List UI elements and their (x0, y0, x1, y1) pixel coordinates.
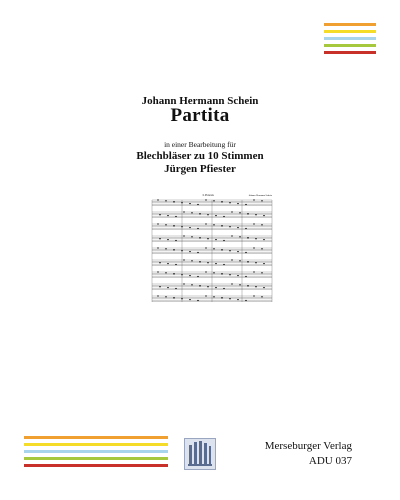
color-stripes-top (324, 23, 376, 58)
note-head (197, 228, 199, 229)
note-head (223, 240, 225, 241)
note-head (191, 236, 193, 237)
note-head (255, 214, 257, 215)
note-head (175, 264, 177, 265)
publisher-name: Merseburger Verlag (264, 440, 352, 452)
note-head (261, 248, 263, 249)
stripe-orange (24, 436, 168, 439)
note-head (207, 214, 209, 215)
note-head (245, 300, 247, 301)
publisher-block (265, 439, 352, 469)
work-title: Partita (170, 105, 230, 126)
note-head (167, 215, 169, 216)
note-head (191, 284, 193, 285)
note-head (247, 237, 249, 238)
note-head (221, 249, 223, 250)
note-head (199, 213, 201, 214)
note-head (263, 263, 265, 264)
arrangement-subtitle: in einer Bearbeitung für (164, 140, 236, 149)
note-head (167, 263, 169, 264)
note-head (183, 235, 185, 236)
note-head (231, 235, 233, 236)
score-composer-credit: Johann Hermann Schein (248, 194, 272, 197)
note-head (231, 283, 233, 284)
note-head (205, 247, 207, 248)
note-head (213, 248, 215, 249)
note-head (245, 252, 247, 253)
stripe-yellow (24, 443, 168, 446)
note-head (157, 223, 159, 224)
note-head (207, 238, 209, 239)
note-head (165, 272, 167, 273)
note-head (245, 276, 247, 277)
catalog-number: ADU 037 (308, 455, 352, 467)
note-head (263, 215, 265, 216)
note-head (199, 237, 201, 238)
note-head (207, 286, 209, 287)
note-head (245, 228, 247, 229)
note-head (261, 272, 263, 273)
note-head (175, 240, 177, 241)
stripe-blue (24, 450, 168, 453)
stripe-red (324, 51, 376, 54)
note-head (239, 260, 241, 261)
note-head (157, 295, 159, 296)
note-head (183, 259, 185, 260)
arranger-name: Jürgen Pfiester (164, 163, 236, 175)
note-head (239, 212, 241, 213)
note-head (253, 199, 255, 200)
note-head (157, 247, 159, 248)
note-head (221, 201, 223, 202)
note-head (199, 285, 201, 286)
note-head (253, 295, 255, 296)
note-head (159, 238, 161, 239)
note-head (263, 239, 265, 240)
note-head (213, 296, 215, 297)
note-head (189, 203, 191, 204)
note-head (231, 259, 233, 260)
note-head (253, 247, 255, 248)
note-head (199, 261, 201, 262)
note-head (191, 260, 193, 261)
note-head (239, 284, 241, 285)
note-head (213, 200, 215, 201)
note-head (229, 202, 231, 203)
note-head (213, 224, 215, 225)
note-head (215, 215, 217, 216)
note-head (183, 211, 185, 212)
note-head (173, 297, 175, 298)
note-head (261, 200, 263, 201)
note-head (197, 204, 199, 205)
note-head (221, 297, 223, 298)
stripe-blue (324, 37, 376, 40)
stripe-green (324, 44, 376, 47)
note-head (247, 213, 249, 214)
note-head (223, 288, 225, 289)
score-staves (152, 199, 272, 302)
stripe-green (24, 457, 168, 460)
note-head (165, 224, 167, 225)
note-head (253, 223, 255, 224)
score-movement-heading: I. Pavan (202, 193, 214, 197)
note-head (221, 225, 223, 226)
note-head (261, 296, 263, 297)
note-head (173, 225, 175, 226)
note-head (173, 273, 175, 274)
note-head (253, 271, 255, 272)
note-head (159, 214, 161, 215)
note-head (205, 223, 207, 224)
note-head (237, 203, 239, 204)
note-head (167, 287, 169, 288)
note-head (189, 299, 191, 300)
note-head (215, 263, 217, 264)
note-head (237, 251, 239, 252)
ensemble-line: Blechbläser zu 10 Stimmen (136, 150, 264, 162)
note-head (247, 261, 249, 262)
note-head (165, 200, 167, 201)
composer-name: Johann Hermann Schein (141, 95, 259, 107)
note-head (173, 201, 175, 202)
note-head (223, 216, 225, 217)
note-head (255, 238, 257, 239)
note-head (215, 239, 217, 240)
note-head (239, 236, 241, 237)
stripe-red (24, 464, 168, 467)
note-head (165, 296, 167, 297)
stripe-yellow (324, 30, 376, 33)
note-head (247, 285, 249, 286)
note-head (229, 226, 231, 227)
note-head (237, 275, 239, 276)
note-head (191, 212, 193, 213)
note-head (255, 286, 257, 287)
note-head (175, 288, 177, 289)
note-head (215, 287, 217, 288)
note-head (197, 300, 199, 301)
color-stripes-bottom (24, 436, 168, 471)
organ-pipes-icon (184, 438, 216, 470)
note-head (173, 249, 175, 250)
note-head (157, 271, 159, 272)
note-head (165, 248, 167, 249)
note-head (157, 199, 159, 200)
note-head (183, 283, 185, 284)
note-head (255, 262, 257, 263)
score-excerpt-image (142, 190, 274, 312)
note-head (189, 227, 191, 228)
note-head (205, 271, 207, 272)
note-head (207, 262, 209, 263)
note-head (197, 252, 199, 253)
note-head (159, 286, 161, 287)
note-head (229, 298, 231, 299)
note-head (221, 273, 223, 274)
note-head (159, 262, 161, 263)
note-head (213, 272, 215, 273)
note-head (245, 204, 247, 205)
note-head (237, 227, 239, 228)
note-head (263, 287, 265, 288)
note-head (189, 275, 191, 276)
note-head (175, 216, 177, 217)
note-head (189, 251, 191, 252)
note-head (261, 224, 263, 225)
note-head (237, 299, 239, 300)
note-head (229, 250, 231, 251)
score-excerpt-drawing (142, 190, 274, 312)
note-head (229, 274, 231, 275)
note-head (205, 199, 207, 200)
stripe-orange (324, 23, 376, 26)
note-head (197, 276, 199, 277)
note-head (223, 264, 225, 265)
note-head (167, 239, 169, 240)
note-head (231, 211, 233, 212)
note-head (205, 295, 207, 296)
